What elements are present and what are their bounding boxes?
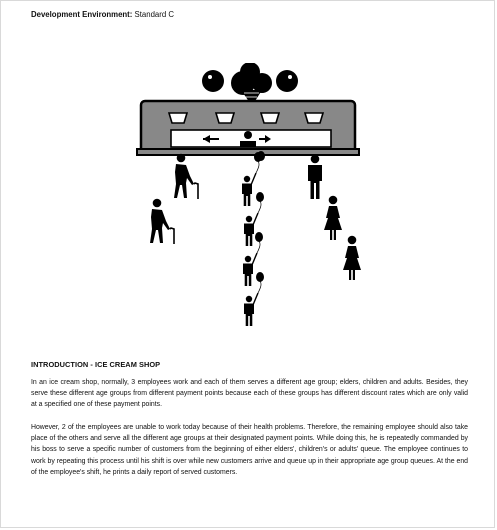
environment-label: Development Environment: <box>31 10 133 19</box>
elder-person-icon <box>150 199 174 244</box>
intro-paragraph-1: In an ice cream shop, normally, 3 employees work and each of them serves a different age group; elders, children and adults. Besides, they serve these different age groups from different payment points because each of these groups has different discount rates which are only valid at a specified one of these payment points. <box>31 379 468 409</box>
adult-person-icon <box>343 236 361 280</box>
ice-cream-shop-icon <box>133 101 359 155</box>
elder-person-icon <box>174 154 198 199</box>
intro-paragraph-2: However, 2 of the employees are unable to work today because of their health problems. Therefore, the remaining employee should also take place of the others and serve all the different age groups at their designated payment points. While doing this, he is repeatedly commanded by his boss to serve a specific number of customers from the beginning of either elders', children's or adults' queue. The employee continues to work by repeating this process until his shift is over while new customers arrive and queue up in their appropriate age group queues. At the end of the employee's shift, he prints a daily report of served customers. <box>31 424 468 476</box>
ice-cream-shop-illustration <box>131 63 371 333</box>
adult-person-icon <box>324 196 342 240</box>
ice-cream-cone-icon <box>202 63 298 106</box>
environment-value: Standard C <box>134 10 174 19</box>
adult-person-icon <box>308 155 322 199</box>
environment-line <box>31 10 174 19</box>
section-title: INTRODUCTION - ICE CREAM SHOP <box>31 360 161 369</box>
